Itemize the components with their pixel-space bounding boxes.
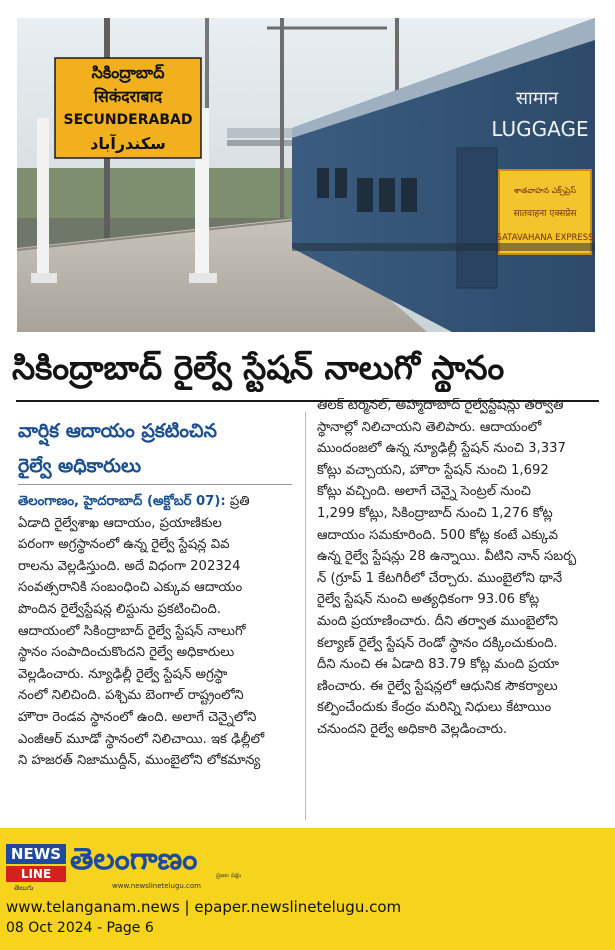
article-line: పొందిన రైల్వేస్టేషన్ల లిస్టును ప్రకటించింది. [18,601,221,617]
sign-english: SECUNDERABAD [63,112,193,128]
brand-tagline: ప్రజల పక్షం [216,872,242,879]
article-line: కల్పించేందుకు కేంద్రం మరిన్ని నిధులు కేటాయిం [317,700,552,716]
brand-name: తెలంగాణం [70,842,198,877]
article-line: కల్యాణ్ రైల్వే స్టేషన్ రెండో స్థానం దక్కించుకుంది. [317,635,558,651]
article-line: మంది ప్రయాణించారు. దీని తర్వాత ముంబైలోని [317,613,559,629]
article-line: ఎంజీఆర్ మూడో స్థానంలో నిలిచాయి. ఇక ఢిల్లీలో [18,731,265,747]
subheadline [18,414,288,484]
coach-luggage-hindi: सामान [515,88,559,109]
railway-platform-illustration [17,18,595,332]
headline: సికింద్రాబాద్ రైల్వే స్టేషన్ నాలుగో స్థానం [12,348,505,387]
article-column-left [18,491,292,772]
article-line: ముందంజలో ఉన్న న్యూఢిల్లీ స్టేషన్ నుంచి 3,337 [317,441,566,457]
article-line: రాలను వెల్లడిస్తుంది. అదే విధంగా 202324 [18,558,241,574]
brand-website: www.newslinetelugu.com [112,882,201,890]
article-line: సంవత్సరానికి సంబంధించి ఎక్కువ ఆదాయం [18,580,243,596]
article-line: న్ (గ్రూప్ 1 కేటగిరీలో చేర్చారు. ముంబైలోని థానే [317,570,563,586]
article-line: ని హజరత్ నిజాముద్దీన్, ముంబైలోని లోకమాన్య [18,753,261,769]
column-divider [305,412,306,820]
coach-luggage-english: LUGGAGE [491,117,589,141]
article-line: చనుందని రైల్వే అధికారి వెల్లడించారు. [317,721,508,737]
logo-news: NEWS [6,844,66,864]
article-line: 1,299 కోట్లు, సికింద్రాబాద్ నుంచి 1,276 కోట్ల [317,505,553,521]
logo-line: LINE [6,866,66,882]
article-line: ఏడాది రైల్వేశాఖ ఆదాయం, ప్రయాణికుల [18,515,222,531]
article-line: నంలో నిలిచింది. పశ్చిమ బెంగాల్ రాష్ట్రంలోని [18,688,244,704]
board-telugu: శాతవాహన ఎక్స్‌ప్రెస్ [513,186,577,195]
article-line: తిలక్ టెర్మినల్, అహ్మదాబాద్ రైల్వేస్టేషన్లు తర్వాతి [317,398,564,413]
article-line: ణించారు. ఈ రైల్వే స్టేషన్లలో ఆధునిక సౌకర్యాలు [317,678,558,694]
article-line: రైల్వే స్టేషన్ నుంచి అత్యధికంగా 93.06 కోట్ల [317,592,540,608]
article-line: ఆదాయం సమకూరింది. 500 కోట్ల కంటే ఎక్కువ [317,527,558,543]
board-hindi: सातवाहना एक्सप्रेस [513,209,577,219]
footer-date-page: 08 Oct 2024 - Page 6 [6,920,154,936]
article-column-right [317,395,598,741]
dateline: తెలంగాణం, హైదరాబాద్ (అక్టోబర్ 07): [18,494,226,509]
newsline-logo [6,844,66,892]
sign-urdu: سکندرآباد [90,134,166,153]
logo-sub: తెలుగు [14,884,34,892]
article-line: పరంగా అగ్రస్థానంలో ఉన్న రైల్వే స్టేషన్ల వివ [18,537,230,553]
sign-hindi: सिकंदराबाद [93,87,163,106]
article-line: హౌరా రెండవ స్థానంలో ఉంది. అలాగే చెన్నైలోని [18,709,257,725]
article-line: స్థానాల్లో నిలిచాయని తెలిపారు. ఆదాయంలో [317,419,542,435]
article-text: ప్రతి [229,494,250,509]
subheadline-line: వార్షిక ఆదాయం ప్రకటించిన [18,420,217,442]
footer-links: www.telanganam.news | epaper.newslinetelugu.com [6,898,402,916]
subheadline-rule [18,484,292,485]
footer-banner [0,828,615,950]
news-photo [17,18,595,332]
article-line: వెల్లడించారు. న్యూఢిల్లీ రైల్వే స్టేషన్ అగ్రస్థా [18,666,228,682]
article-line: కోట్లు వచ్చాయని, హౌరా స్టేషన్ నుంచి 1,692 [317,462,549,478]
article-line: ఆదాయంలో సికింద్రాబాద్ రైల్వే స్టేషన్ నాలుగో [18,623,246,639]
subheadline-line: రైల్వే అధికారులు [18,455,142,477]
article-line: స్థానం సంపాదించుకొందని రైల్వే అధికారులు [18,645,235,661]
article-line: ఉన్న రైల్వే స్టేషన్లు 28 ఉన్నాయి. వీటిని నాన్ సబర్బ [317,549,577,565]
article-line: దీని నుంచి ఈ ఏడాది 83.79 కోట్ల మంది ప్రయా [317,657,559,673]
article-line: కోట్లు వచ్చింది. అలాగే చెన్నై సెంట్రల్ నుంచి [317,484,531,500]
sign-telugu: సికింద్రాబాద్ [91,63,165,82]
article-line [18,491,292,513]
board-english: SATAVAHANA EXPRESS [496,233,594,243]
